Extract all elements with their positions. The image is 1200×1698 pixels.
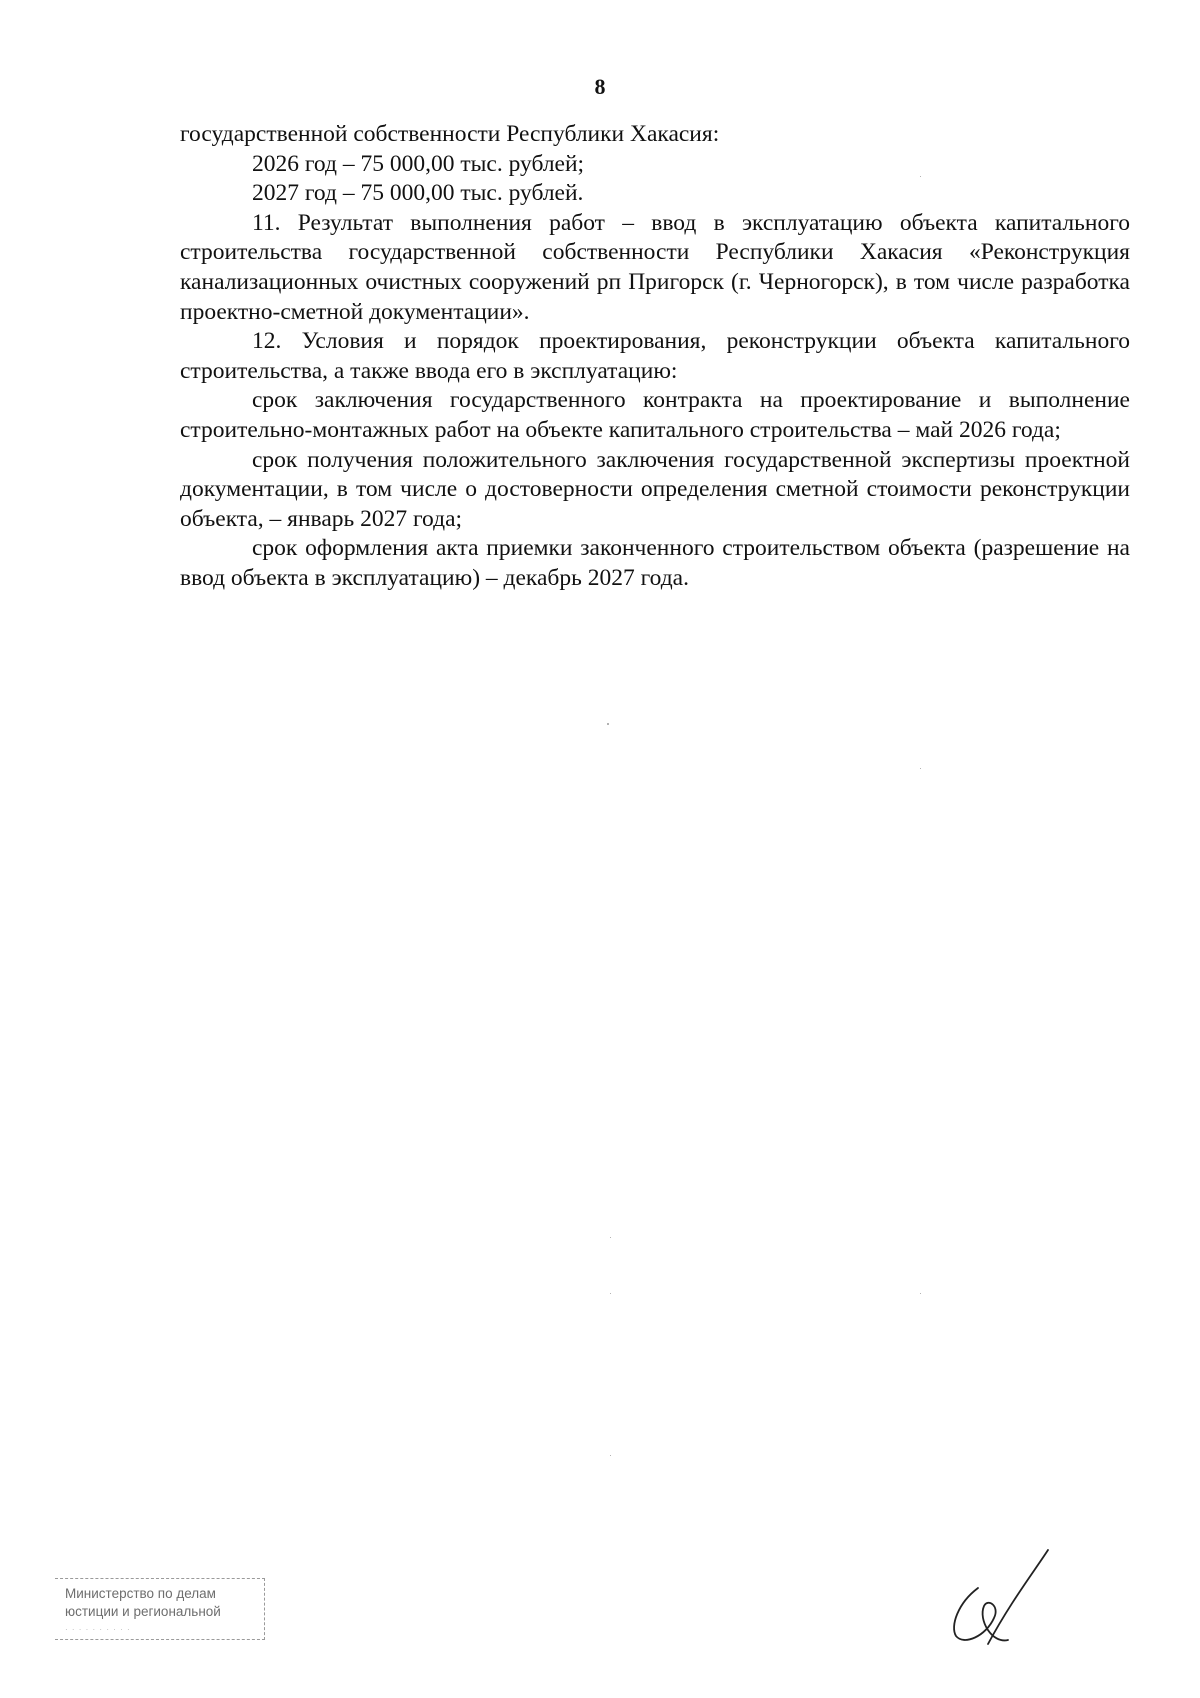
scan-speck (920, 768, 921, 769)
paragraph-expertise-deadline: срок получения положительного заключения государственной экспертизы проектной документации, в том числе о достоверности определения сметной стоимости реконструкции объекта, – январь 2027 года; (180, 446, 1130, 532)
scan-speck (610, 1455, 611, 1456)
paragraph-contract-deadline: срок заключения государственного контракта на проектирование и выполнение строительно-монтажных работ на объекте капитального строительства – май 2026 года; (180, 387, 1130, 443)
scan-speck (607, 723, 609, 725)
signature-icon (948, 1548, 1058, 1648)
paragraph-item-11: 11. Результат выполнения работ – ввод в эксплуатацию объекта капитального строительства государственной собственности Республики Хакасия «Реконструкция канализационных очистных сооружений рп Пригорск (г. Черногорск), в том числе разработка проектно-сметной документации». (180, 209, 1130, 325)
paragraph-funding-2027: 2027 год – 75 000,00 тыс. рублей. (252, 180, 584, 207)
page-number: 8 (594, 74, 606, 99)
paragraph-acceptance-deadline: срок оформления акта приемки законченного строительством объекта (разрешение на ввод объекта в эксплуатацию) – декабрь 2027 года. (180, 535, 1130, 591)
scan-speck (610, 1237, 611, 1238)
paragraph-item-12: 12. Условия и порядок проектирования, реконструкции объекта капитального строительства, а также ввода его в эксплуатацию: (180, 328, 1130, 384)
stamp-line-ministry: Министерство по делам (65, 1586, 216, 1601)
stamp-line-justice: юстиции и региональной (65, 1604, 221, 1619)
scan-speck (610, 1293, 611, 1294)
scan-speck (920, 176, 921, 177)
stamp-line-faint: · · · · · · · · · · (65, 1625, 131, 1634)
paragraph-funding-2026: 2026 год – 75 000,00 тыс. рублей; (252, 150, 585, 177)
document-body (180, 120, 1130, 594)
paragraph-ownership: государственной собственности Республики Хакасия: (180, 121, 720, 147)
ministry-stamp (55, 1578, 265, 1640)
scan-speck (920, 1293, 921, 1294)
